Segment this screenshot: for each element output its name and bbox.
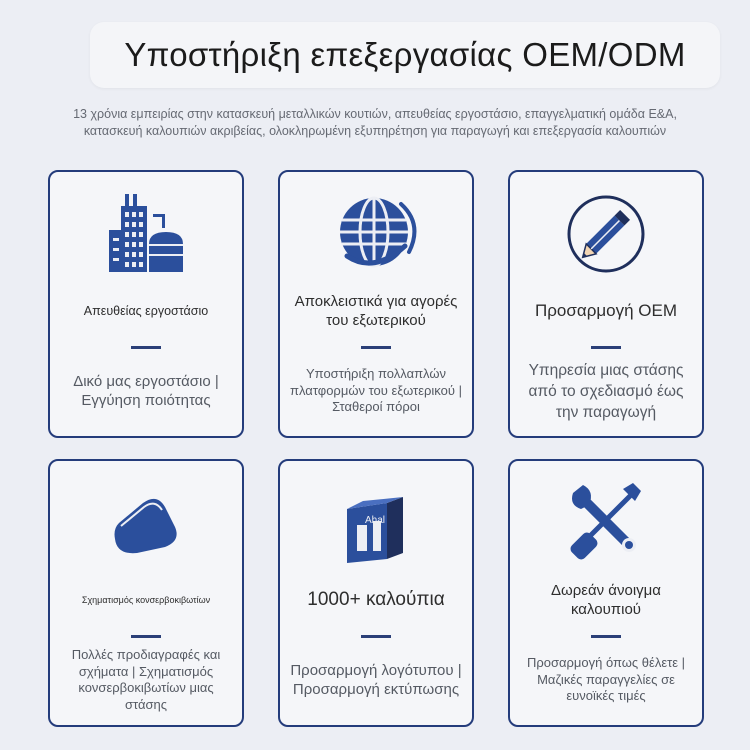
page-subtitle bbox=[10, 106, 740, 140]
mold-icon bbox=[331, 479, 421, 567]
divider bbox=[361, 346, 391, 349]
card-title: Δωρεάν άνοιγμα καλουπιού bbox=[551, 582, 661, 618]
card-title: Απευθείας εργοστάσιο bbox=[83, 304, 209, 318]
card-foreign-markets bbox=[278, 170, 474, 438]
card-direct-factory bbox=[48, 170, 244, 438]
divider bbox=[591, 635, 621, 638]
divider bbox=[361, 635, 391, 638]
card-description: Υπηρεσία μιας στάσης από το σχεδιασμό έως την παραγωγή bbox=[528, 361, 684, 421]
card-title: Αποκλειστικά για αγορές του εξωτερικού bbox=[294, 293, 458, 329]
card-can-box-forming bbox=[48, 459, 244, 727]
card-description: Δικό μας εργοστάσιο | Εγγύηση ποιότητας bbox=[73, 373, 219, 409]
heart-box-icon bbox=[101, 479, 191, 567]
mold-icon-label: Ahal bbox=[365, 515, 386, 526]
divider bbox=[131, 346, 161, 349]
tools-icon bbox=[561, 479, 651, 567]
card-title: Προσαρμογή OEM bbox=[534, 301, 678, 320]
card-oem-customization bbox=[508, 170, 704, 438]
page-title: Υποστήριξη επεξεργασίας OEM/ODM bbox=[90, 22, 720, 88]
pencil-icon bbox=[561, 190, 651, 278]
factory-icon bbox=[101, 190, 191, 278]
subtitle-line-1: 13 χρόνια εμπειρίας στην κατασκευή μεταλλικών κουτιών, απευθείας εργοστάσιο, επαγγελματική ομάδα Ε&Α, bbox=[73, 107, 677, 121]
card-title: Σχηματισμός κονσερβοκιβωτίων bbox=[81, 595, 211, 605]
card-molds bbox=[278, 459, 474, 727]
globe-icon bbox=[331, 190, 421, 278]
card-description: Προσαρμογή όπως θέλετε | Μαζικές παραγγελίες σε ευνοϊκές τιμές bbox=[526, 655, 686, 704]
divider bbox=[131, 635, 161, 638]
card-title: 1000+ καλούπια bbox=[307, 589, 445, 610]
divider bbox=[591, 346, 621, 349]
card-description: Υποστήριξη πολλαπλών πλατφορμών του εξωτερικού | Σταθεροί πόροι bbox=[290, 366, 462, 415]
card-description: Πολλές προδιαγραφές και σχήματα | Σχηματισμός κονσερβοκιβωτίων μιας στάσης bbox=[71, 647, 221, 712]
card-free-mold-opening bbox=[508, 459, 704, 727]
card-description: Προσαρμογή λογότυπου | Προσαρμογή εκτύπωσης bbox=[290, 662, 462, 698]
subtitle-line-2: κατασκευή καλουπιών ακριβείας, ολοκληρωμένη εξυπηρέτηση για παραγωγή και επεξεργασία καλουπιών bbox=[83, 124, 667, 138]
